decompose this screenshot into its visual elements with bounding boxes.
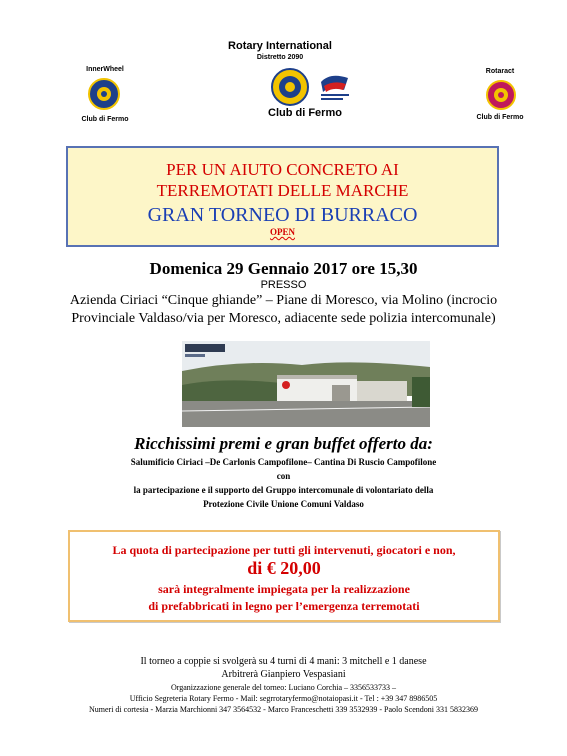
innerwheel-logo xyxy=(88,78,120,110)
support-line-2: Protezione Civile Unione Comuni Valdaso xyxy=(203,499,364,509)
quota-box xyxy=(68,530,500,622)
rotary-wheel-logo xyxy=(271,68,309,106)
event-address-line-2: Provinciale Valdaso/via per Moresco, adiacente sede polizia intercomunale) xyxy=(71,311,496,326)
banner-open-label: OPEN xyxy=(269,227,295,237)
footer-line-4: Ufficio Segreteria Rotary Fermo - Mail: segrrotaryfermo@notaiopasi.it - Tel : +39 347 8986505 xyxy=(129,694,438,703)
event-banner xyxy=(66,146,499,247)
quota-line-4: di prefabbricati in legno per l’emergenza terremotati xyxy=(148,599,420,613)
footer-line-1: Il torneo a coppie si svolgerà su 4 turni di 4 mani: 3 mitchell e 1 danese xyxy=(140,656,427,667)
sponsors-line: Salumificio Ciriaci –De Carlonis Campofilone– Cantina Di Ruscio Campofilone xyxy=(130,457,437,467)
district-label: Distretto 2090 xyxy=(256,54,304,61)
footer-line-3: Organizzazione generale del torneo: Luciano Corchia – 3356533733 – xyxy=(170,683,397,692)
venue-photo xyxy=(182,341,430,427)
event-date: Domenica 29 Gennaio 2017 ore 15,30 xyxy=(149,259,418,278)
innerwheel-label: InnerWheel xyxy=(86,66,124,73)
rotaract-logo xyxy=(486,80,516,110)
event-address-line-1: Azienda Ciriaci “Cinque ghiande” – Piane di Moresco, via Molino (incrocio xyxy=(69,293,498,308)
quota-price: di € 20,00 xyxy=(247,558,321,578)
presso-label: PRESSO xyxy=(260,279,307,291)
con-label: con xyxy=(276,471,291,481)
innerwheel-club-label: Club di Fermo xyxy=(81,116,129,123)
footer-line-2: Arbitrerà Gianpiero Vespasiani xyxy=(221,669,346,680)
rotary-serving-humanity-logo xyxy=(318,70,352,104)
banner-title: GRAN TORNEO DI BURRACO xyxy=(147,204,418,226)
banner-line-1: PER UN AIUTO CONCRETO AI xyxy=(166,160,399,179)
prizes-title: Ricchissimi premi e gran buffet offerto da: xyxy=(134,434,433,453)
rotaract-club-label: Club di Fermo xyxy=(476,114,524,121)
footer-line-5: Numeri di cortesia - Marzia Marchionni 347 3564532 - Marco Franceschetti 339 3532939 - Paolo Scendoni 331 5832369 xyxy=(88,705,479,714)
rotary-international-title: Rotary International xyxy=(228,40,332,52)
rotaract-label: Rotaract xyxy=(485,68,515,75)
quota-line-3: sarà integralmente impiegata per la realizzazione xyxy=(158,582,410,596)
quota-line-1: La quota di partecipazione per tutti gli intervenuti, giocatori e non, xyxy=(112,543,456,557)
support-line-1: la partecipazione e il supporto del Gruppo intercomunale di volontariato della xyxy=(133,485,434,495)
club-di-fermo-center: Club di Fermo xyxy=(268,107,342,119)
banner-line-2: TERREMOTATI DELLE MARCHE xyxy=(156,181,409,200)
